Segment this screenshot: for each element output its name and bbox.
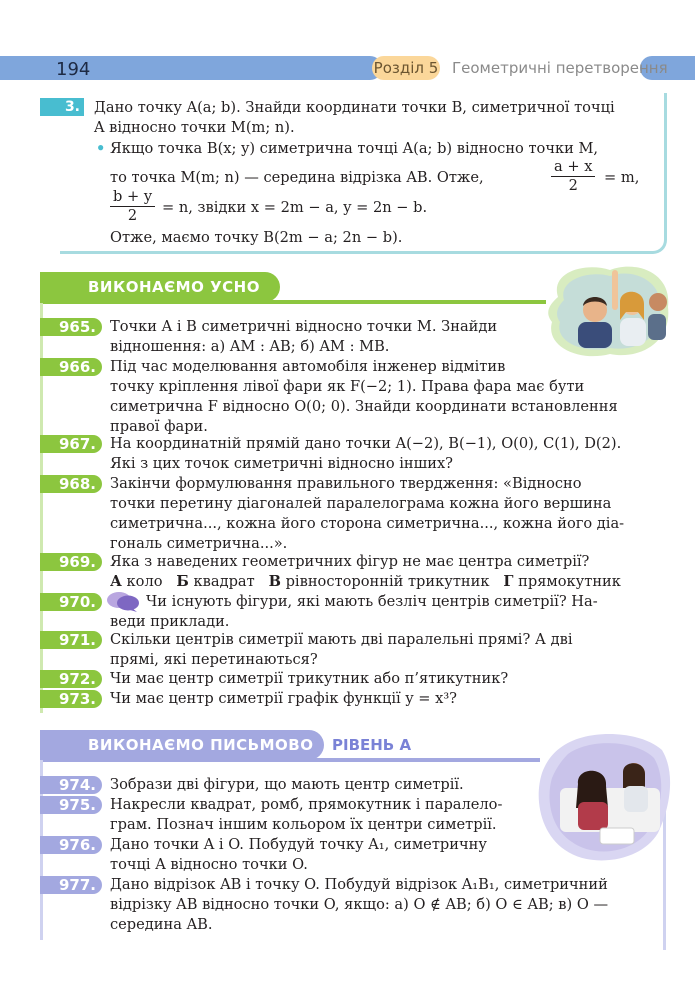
option-text: квадрат bbox=[193, 573, 255, 590]
students-photo bbox=[540, 262, 675, 362]
option-letter: А bbox=[110, 573, 122, 590]
students-writing-photo bbox=[530, 728, 675, 868]
option-letter: Б bbox=[176, 573, 189, 590]
task-line: відношення: а) AM : AB; б) AM : MB. bbox=[110, 338, 390, 355]
page-number: 194 bbox=[56, 59, 91, 80]
task-line: Чи має центр симетрії трикутник або п’ятикутник? bbox=[110, 670, 509, 687]
task-number: 967. bbox=[40, 435, 102, 453]
task-line: Чи існують фігури, які мають безліч центрів симетрії? На- bbox=[146, 593, 598, 610]
example-line: Дано точку A(a; b). Знайди координати точки B, симетричної точці bbox=[94, 99, 615, 116]
task-line: прямі, які перетинаються? bbox=[110, 651, 318, 668]
task-line: відрізку AB відносно точки O, якщо: а) O ∉ AB; б) O ∈ AB; в) O — bbox=[110, 896, 609, 913]
task-line: Чи має центр симетрії графік функції y = x³? bbox=[110, 690, 458, 707]
task-line: Яка з наведених геометричних фігур не має центра симетрії? bbox=[110, 553, 590, 570]
written-banner-rule bbox=[40, 758, 540, 762]
answer-options bbox=[110, 573, 621, 591]
option-text: рівносторонній трикутник bbox=[285, 573, 490, 590]
task-line: Які з цих точок симетричні відносно інших? bbox=[110, 455, 454, 472]
example-line: = n, звідки x = 2m − a, y = 2n − b. bbox=[162, 199, 428, 216]
example-line: = m, bbox=[604, 169, 640, 186]
example-line: A відносно точки M(m; n). bbox=[94, 119, 295, 136]
fraction bbox=[551, 158, 595, 195]
task-number: 966. bbox=[40, 358, 102, 376]
task-number: 973. bbox=[40, 690, 102, 708]
task-number: 965. bbox=[40, 318, 102, 336]
fraction bbox=[110, 188, 155, 225]
level-label: РІВЕНЬ А bbox=[332, 736, 412, 754]
example-line: то точка M(m; n) — середина відрізка AB. Отже, bbox=[110, 169, 484, 186]
task-line: Під час моделювання автомобіля інженер відмітив bbox=[110, 358, 506, 375]
option-letter: В bbox=[268, 573, 281, 590]
task-line: Зобрази дві фігури, що мають центр симетрії. bbox=[110, 776, 464, 793]
task-line: середина AB. bbox=[110, 916, 213, 933]
example-line: Якщо точка B(x; y) симетрична точці A(a; b) відносно точки M, bbox=[110, 140, 599, 157]
task-line: точку кріплення лівої фари як F(−2; 1). Права фара має бути bbox=[110, 378, 585, 395]
task-line: грам. Познач іншим кольором їх центри симетрії. bbox=[110, 816, 497, 833]
task-line: Закінчи формулювання правильного твердження: «Відносно bbox=[110, 475, 582, 492]
task-line: Накресли квадрат, ромб, прямокутник і паралело- bbox=[110, 796, 503, 813]
task-line: Дано точки A і O. Побудуй точку A₁, симетричну bbox=[110, 836, 487, 853]
fraction-numerator: b + y bbox=[110, 188, 155, 207]
task-number: 975. bbox=[40, 796, 102, 814]
task-number: 972. bbox=[40, 670, 102, 688]
option-text: прямокутник bbox=[518, 573, 621, 590]
task-line: точці A відносно точки O. bbox=[110, 856, 308, 873]
fraction-denominator: 2 bbox=[568, 177, 578, 194]
task-line: гональ симетрична...». bbox=[110, 535, 288, 552]
chapter-badge: Розділ 5 bbox=[372, 56, 440, 80]
task-number: 970. bbox=[40, 593, 102, 611]
example-line: Отже, маємо точку B(2m − a; 2n − b). bbox=[110, 229, 403, 246]
written-banner-title: ВИКОНАЄМО ПИСЬМОВО bbox=[88, 736, 314, 754]
option-text: коло bbox=[126, 573, 163, 590]
task-line: веди приклади. bbox=[110, 613, 230, 630]
task-line: Дано відрізок AB і точку O. Побудуй відрізок A₁B₁, симетричний bbox=[110, 876, 608, 893]
bullet-icon: • bbox=[96, 140, 106, 157]
fraction-numerator: a + x bbox=[551, 158, 595, 177]
task-line: Точки A і B симетричні відносно точки M. Знайди bbox=[110, 318, 498, 335]
chapter-title: Геометричні перетворення bbox=[452, 59, 668, 77]
task-number: 971. bbox=[40, 631, 102, 649]
task-number: 974. bbox=[40, 776, 102, 794]
task-number: 969. bbox=[40, 553, 102, 571]
fraction-denominator: 2 bbox=[127, 207, 138, 224]
oral-banner-title: ВИКОНАЄМО УСНО bbox=[88, 278, 260, 296]
task-line: симетрична..., кожна його сторона симетрична..., кожна його діа- bbox=[110, 515, 625, 532]
task-number: 976. bbox=[40, 836, 102, 854]
task-line: симетрична F відносно O(0; 0). Знайди координати встановлення bbox=[110, 398, 618, 415]
task-number: 968. bbox=[40, 475, 102, 493]
task-number: 977. bbox=[40, 876, 102, 894]
option-letter: Г bbox=[503, 573, 514, 590]
example-number: 3. bbox=[40, 98, 84, 116]
oral-banner-rule bbox=[40, 300, 546, 304]
discussion-icon bbox=[106, 591, 140, 613]
task-line: правої фари. bbox=[110, 418, 208, 435]
task-line: На координатній прямій дано точки A(−2), B(−1), O(0), C(1), D(2). bbox=[110, 435, 622, 452]
task-line: точки перетину діагоналей паралелограма кожна його вершина bbox=[110, 495, 612, 512]
task-line: Скільки центрів симетрії мають дві паралельні прямі? А дві bbox=[110, 631, 573, 648]
